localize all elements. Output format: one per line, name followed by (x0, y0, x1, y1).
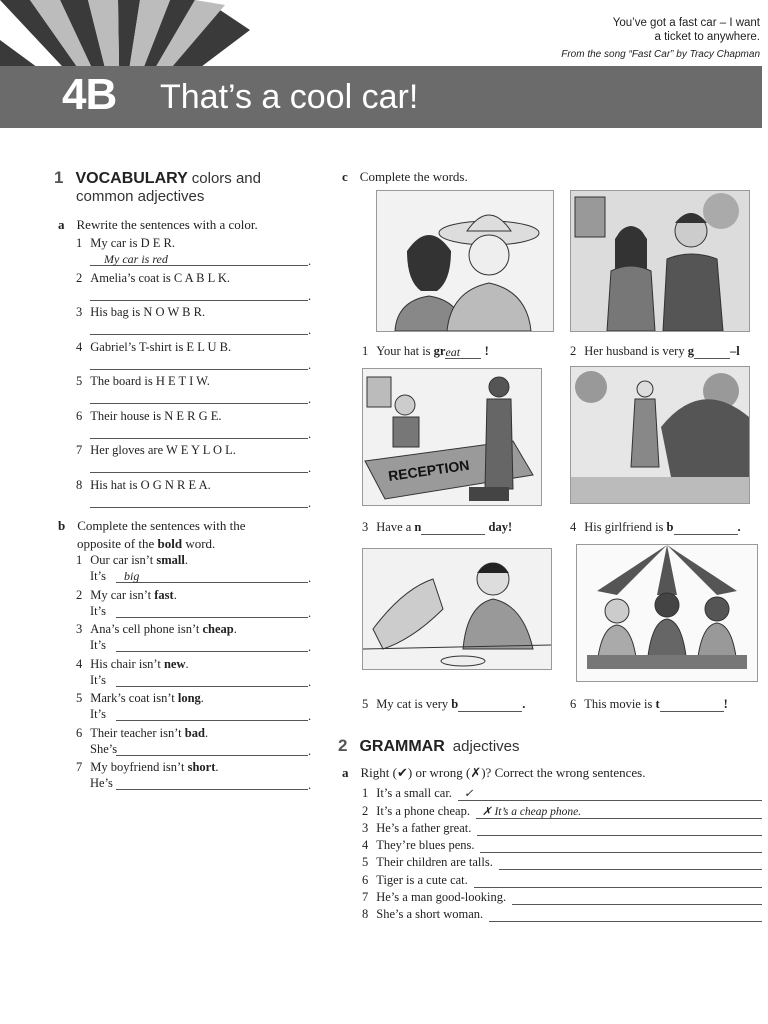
item-number: 7 (76, 760, 83, 774)
caption-text: This movie is (584, 697, 656, 711)
answer-line[interactable] (474, 874, 762, 888)
section-subtitle-2: common adjectives (76, 188, 205, 205)
exercise-item (76, 478, 312, 513)
item-text (76, 340, 312, 355)
line-period: . (308, 778, 312, 792)
bold-word: new (163, 656, 186, 671)
section-title: VOCABULARY (75, 170, 188, 187)
line-period: . (308, 709, 312, 723)
picture-1-women-with-hat (376, 190, 554, 332)
answer-line[interactable] (116, 604, 308, 618)
caption-end: ! (723, 697, 728, 711)
line-period: . (308, 674, 312, 689)
exercise-letter: a (342, 765, 349, 780)
exercise-item (76, 622, 312, 657)
exercise-item (76, 691, 312, 726)
item-sentence: She’s a short woman. (376, 907, 484, 922)
exercise-instruction: Right (✔) or wrong (✗)? Correct the wrong sentences. (360, 765, 646, 780)
item-number: 4 (362, 838, 369, 853)
picture-caption-2 (570, 344, 740, 359)
quote-source: From the song “Fast Car” by Tracy Chapman (561, 49, 760, 60)
line-period: . (308, 461, 312, 475)
exercise-item (76, 726, 312, 761)
exercise-1a-header (58, 216, 258, 234)
item-sentence: It’s a phone cheap. (376, 803, 470, 818)
caption-end: day! (485, 520, 513, 534)
picture-3-reception (362, 368, 542, 506)
section-subtitle: adjectives (452, 738, 520, 755)
answer-line[interactable] (90, 287, 308, 301)
answer-line[interactable] (116, 776, 308, 790)
answer-line[interactable] (477, 822, 762, 836)
exercise-1b-header (58, 517, 308, 553)
exercise-item (76, 409, 312, 444)
line-period: . (308, 640, 312, 654)
answer-line[interactable] (90, 459, 308, 473)
item-sentence: It’s a small car. (376, 786, 452, 801)
line-period: . (308, 495, 312, 510)
answer-blank[interactable] (660, 698, 724, 712)
answer-blank[interactable] (421, 521, 485, 535)
exercise-instruction: Complete the sentences with the (77, 518, 246, 533)
exercise-item (76, 657, 312, 692)
item-sentence: Mark’s coat isn’t (90, 691, 178, 705)
instruction-text-end: word. (182, 536, 216, 551)
item-text (76, 305, 312, 320)
caption-number: 1 (362, 344, 369, 358)
item-sentence: Tiger is a cute cat. (376, 872, 468, 887)
item-sentence: Gabriel’s T-shirt is E L U B. (90, 339, 232, 354)
item-number: 2 (362, 803, 369, 818)
unit-title: That’s a cool car! (160, 78, 419, 116)
exercise-1c-header (342, 168, 468, 186)
item-number: 1 (362, 786, 369, 801)
picture-caption-3 (362, 520, 512, 535)
answer-line[interactable] (480, 839, 762, 853)
item-sentence: His bag is N O W B R. (90, 305, 206, 319)
answer-lead: It’s (90, 707, 106, 721)
answer-lead: She’s (90, 741, 118, 756)
exercise-instruction-2 (77, 536, 215, 551)
line-period: . (308, 357, 312, 372)
answer-line[interactable] (116, 707, 308, 721)
item-sentence: He’s a father great. (376, 820, 472, 835)
bold-word: small (156, 553, 185, 567)
caption-text: His girlfriend is (584, 520, 667, 534)
answer-blank[interactable] (694, 345, 730, 359)
item-number: 5 (362, 855, 369, 870)
bold-word: bad (184, 725, 205, 740)
line-period: . (308, 288, 312, 303)
given-letters: t (655, 697, 660, 711)
exercise-2a-list (362, 784, 762, 922)
item-number: 4 (76, 656, 83, 671)
illustration-3 (363, 369, 541, 505)
answer-lead: It’s (90, 638, 106, 652)
picture-caption-4 (570, 520, 741, 535)
item-text (76, 409, 312, 424)
answer-line[interactable] (116, 742, 308, 756)
item-number: 6 (76, 725, 83, 740)
item-sentence: His chair isn’t (90, 656, 164, 671)
caption-end: . (522, 697, 526, 711)
answer-lead: It’s (90, 672, 106, 687)
answer-lead: He’s (90, 776, 113, 790)
item-text (76, 588, 312, 603)
answer-lead: It’s (90, 569, 106, 583)
exercise-letter: c (342, 169, 348, 184)
item-sentence: Amelia’s coat is C A B L K. (90, 270, 231, 285)
exercise-item (76, 588, 312, 623)
caption-text: Have a (376, 520, 415, 534)
section-2-heading (338, 736, 520, 756)
caption-text: Your hat is (376, 344, 434, 358)
answer-line[interactable]: ✓ (458, 787, 762, 801)
answer-line[interactable] (90, 321, 308, 335)
section-number: 2 (338, 736, 348, 755)
item-sentence: My car is D E R. (90, 236, 175, 250)
picture-caption-5 (362, 697, 525, 712)
exercise-item (76, 271, 312, 306)
item-sentence: Ana’s cell phone isn’t (90, 622, 203, 636)
item-text (76, 478, 312, 493)
exercise-item (362, 819, 762, 836)
bold-word: short (187, 760, 216, 774)
caption-number: 5 (362, 697, 369, 711)
item-text (76, 726, 312, 741)
section-subtitle: colors and (191, 170, 261, 187)
item-period: . (173, 587, 177, 602)
quote-line-2: a ticket to anywhere. (654, 31, 760, 43)
item-sentence: They’re blues pens. (376, 838, 475, 853)
quote-line-1: You’ve got a fast car – I want (612, 17, 760, 29)
item-period: . (185, 656, 189, 671)
item-sentence: Her gloves are W E Y L O L. (90, 443, 236, 457)
exercise-item (76, 553, 312, 588)
caption-end: . (737, 520, 741, 534)
unit-number: 4B (62, 70, 117, 119)
picture-caption-1 (362, 344, 489, 359)
exercise-item (362, 870, 762, 887)
given-letters: gr (433, 344, 446, 358)
item-text (76, 691, 312, 706)
exercise-item (362, 784, 762, 801)
exercise-item (362, 888, 762, 905)
exercise-item (76, 374, 312, 409)
section-number: 1 (54, 168, 64, 187)
caption-text: Her husband is very (584, 344, 688, 358)
answer-line[interactable] (90, 425, 308, 439)
item-text (76, 622, 312, 637)
exercise-item (362, 905, 762, 922)
item-sentence: His hat is O G N R E A. (90, 477, 211, 492)
answer-line[interactable] (90, 390, 308, 404)
item-number: 8 (362, 907, 369, 922)
item-number: 1 (76, 236, 83, 250)
exercise-item (362, 801, 762, 818)
item-sentence: Their house is N E R G E. (90, 408, 222, 423)
item-period: . (184, 553, 188, 567)
picture-4-woman-in-park (570, 366, 750, 504)
given-letters: n (414, 520, 422, 534)
section-1-heading (54, 168, 314, 206)
answer-line[interactable] (499, 856, 762, 870)
item-sentence: Their teacher isn’t (90, 725, 185, 740)
item-sentence: My car isn’t (90, 587, 155, 602)
item-text (76, 374, 312, 389)
answer-line[interactable] (90, 356, 308, 370)
answer-blank[interactable]: eat (445, 345, 481, 359)
item-number: 1 (76, 553, 83, 567)
answer-line[interactable] (116, 673, 308, 687)
item-text (76, 236, 312, 251)
illustration-5 (363, 549, 551, 669)
picture-2-couple (570, 190, 750, 332)
illustration-4 (571, 367, 749, 503)
item-number: 4 (76, 339, 83, 354)
caption-end: –l (729, 344, 740, 358)
answer-blank[interactable] (458, 698, 522, 712)
picture-6-cinema (576, 544, 758, 682)
line-period: . (308, 323, 312, 337)
answer-line[interactable]: ✗ It’s a cheap phone. (476, 805, 762, 819)
exercise-item (76, 305, 312, 340)
exercise-item (76, 760, 312, 795)
answer-blank[interactable] (674, 521, 738, 535)
caption-number: 6 (570, 697, 577, 711)
section-title: GRAMMAR (359, 738, 445, 755)
item-sentence: He’s a man good-looking. (376, 890, 507, 905)
item-text (76, 553, 312, 568)
item-number: 2 (76, 270, 83, 285)
item-number: 6 (362, 872, 369, 887)
line-period: . (308, 392, 312, 406)
item-text (76, 657, 312, 672)
line-period: . (308, 605, 312, 620)
item-number: 7 (76, 443, 83, 457)
exercise-1a-list (76, 236, 312, 512)
exercise-instruction: Rewrite the sentences with a color. (76, 217, 258, 232)
bold-word: fast (154, 587, 174, 602)
item-number: 7 (362, 890, 369, 905)
exercise-instruction: Complete the words. (359, 169, 468, 184)
item-sentence: My boyfriend isn’t (90, 760, 188, 774)
illustration-6 (577, 545, 757, 681)
line-period: . (308, 571, 312, 585)
line-period: . (308, 743, 312, 758)
bold-word: long (177, 691, 201, 705)
answer-lead: It’s (90, 603, 106, 618)
bold-word: cheap (202, 622, 234, 636)
item-number: 5 (76, 374, 83, 388)
item-number: 3 (76, 622, 83, 636)
item-text (76, 443, 312, 458)
exercise-2a-header (342, 764, 645, 782)
exercise-item (362, 853, 762, 870)
given-letters: g (687, 344, 694, 358)
exercise-letter: a (58, 217, 65, 232)
item-period: . (215, 760, 219, 774)
item-period: . (233, 622, 237, 636)
exercise-item (76, 443, 312, 478)
item-text (76, 271, 312, 286)
reception-sign: RECEPTION (387, 456, 471, 484)
caption-number: 3 (362, 520, 369, 534)
exercise-item (76, 236, 312, 271)
answer-line[interactable] (489, 908, 762, 922)
line-period: . (308, 254, 312, 268)
exercise-letter: b (58, 518, 66, 533)
item-number: 2 (76, 587, 83, 602)
caption-number: 2 (570, 344, 577, 358)
picture-caption-6 (570, 697, 728, 712)
given-letters: b (666, 520, 674, 534)
illustration-2 (571, 191, 749, 331)
exercise-item (362, 836, 762, 853)
item-number: 8 (76, 477, 83, 492)
item-period: . (200, 691, 204, 705)
instruction-text: opposite of the (77, 536, 158, 551)
answer-line[interactable] (90, 494, 308, 508)
exercise-item (76, 340, 312, 375)
item-period: . (204, 725, 209, 740)
caption-text: My cat is very (376, 697, 452, 711)
item-sentence: The board is H E T I W. (90, 374, 210, 388)
item-number: 5 (76, 691, 83, 705)
answer-line[interactable] (116, 638, 308, 652)
item-number: 6 (76, 408, 83, 423)
line-period: . (308, 426, 312, 441)
answer-line[interactable]: big (116, 569, 308, 583)
caption-number: 4 (570, 520, 577, 534)
item-text (76, 760, 312, 775)
instruction-bold: bold (157, 536, 183, 551)
given-letters: b (451, 697, 459, 711)
picture-5-cat-and-food (362, 548, 552, 670)
illustration-1 (377, 191, 553, 331)
exercise-1b-list (76, 553, 312, 795)
song-quote (561, 16, 760, 62)
item-sentence: Their children are talls. (376, 855, 493, 870)
caption-end: ! (481, 344, 489, 358)
item-number: 3 (76, 305, 83, 319)
item-number: 3 (362, 820, 369, 835)
answer-line[interactable]: My car is red (90, 252, 308, 266)
answer-line[interactable] (512, 891, 762, 905)
item-sentence: Our car isn’t (90, 553, 157, 567)
